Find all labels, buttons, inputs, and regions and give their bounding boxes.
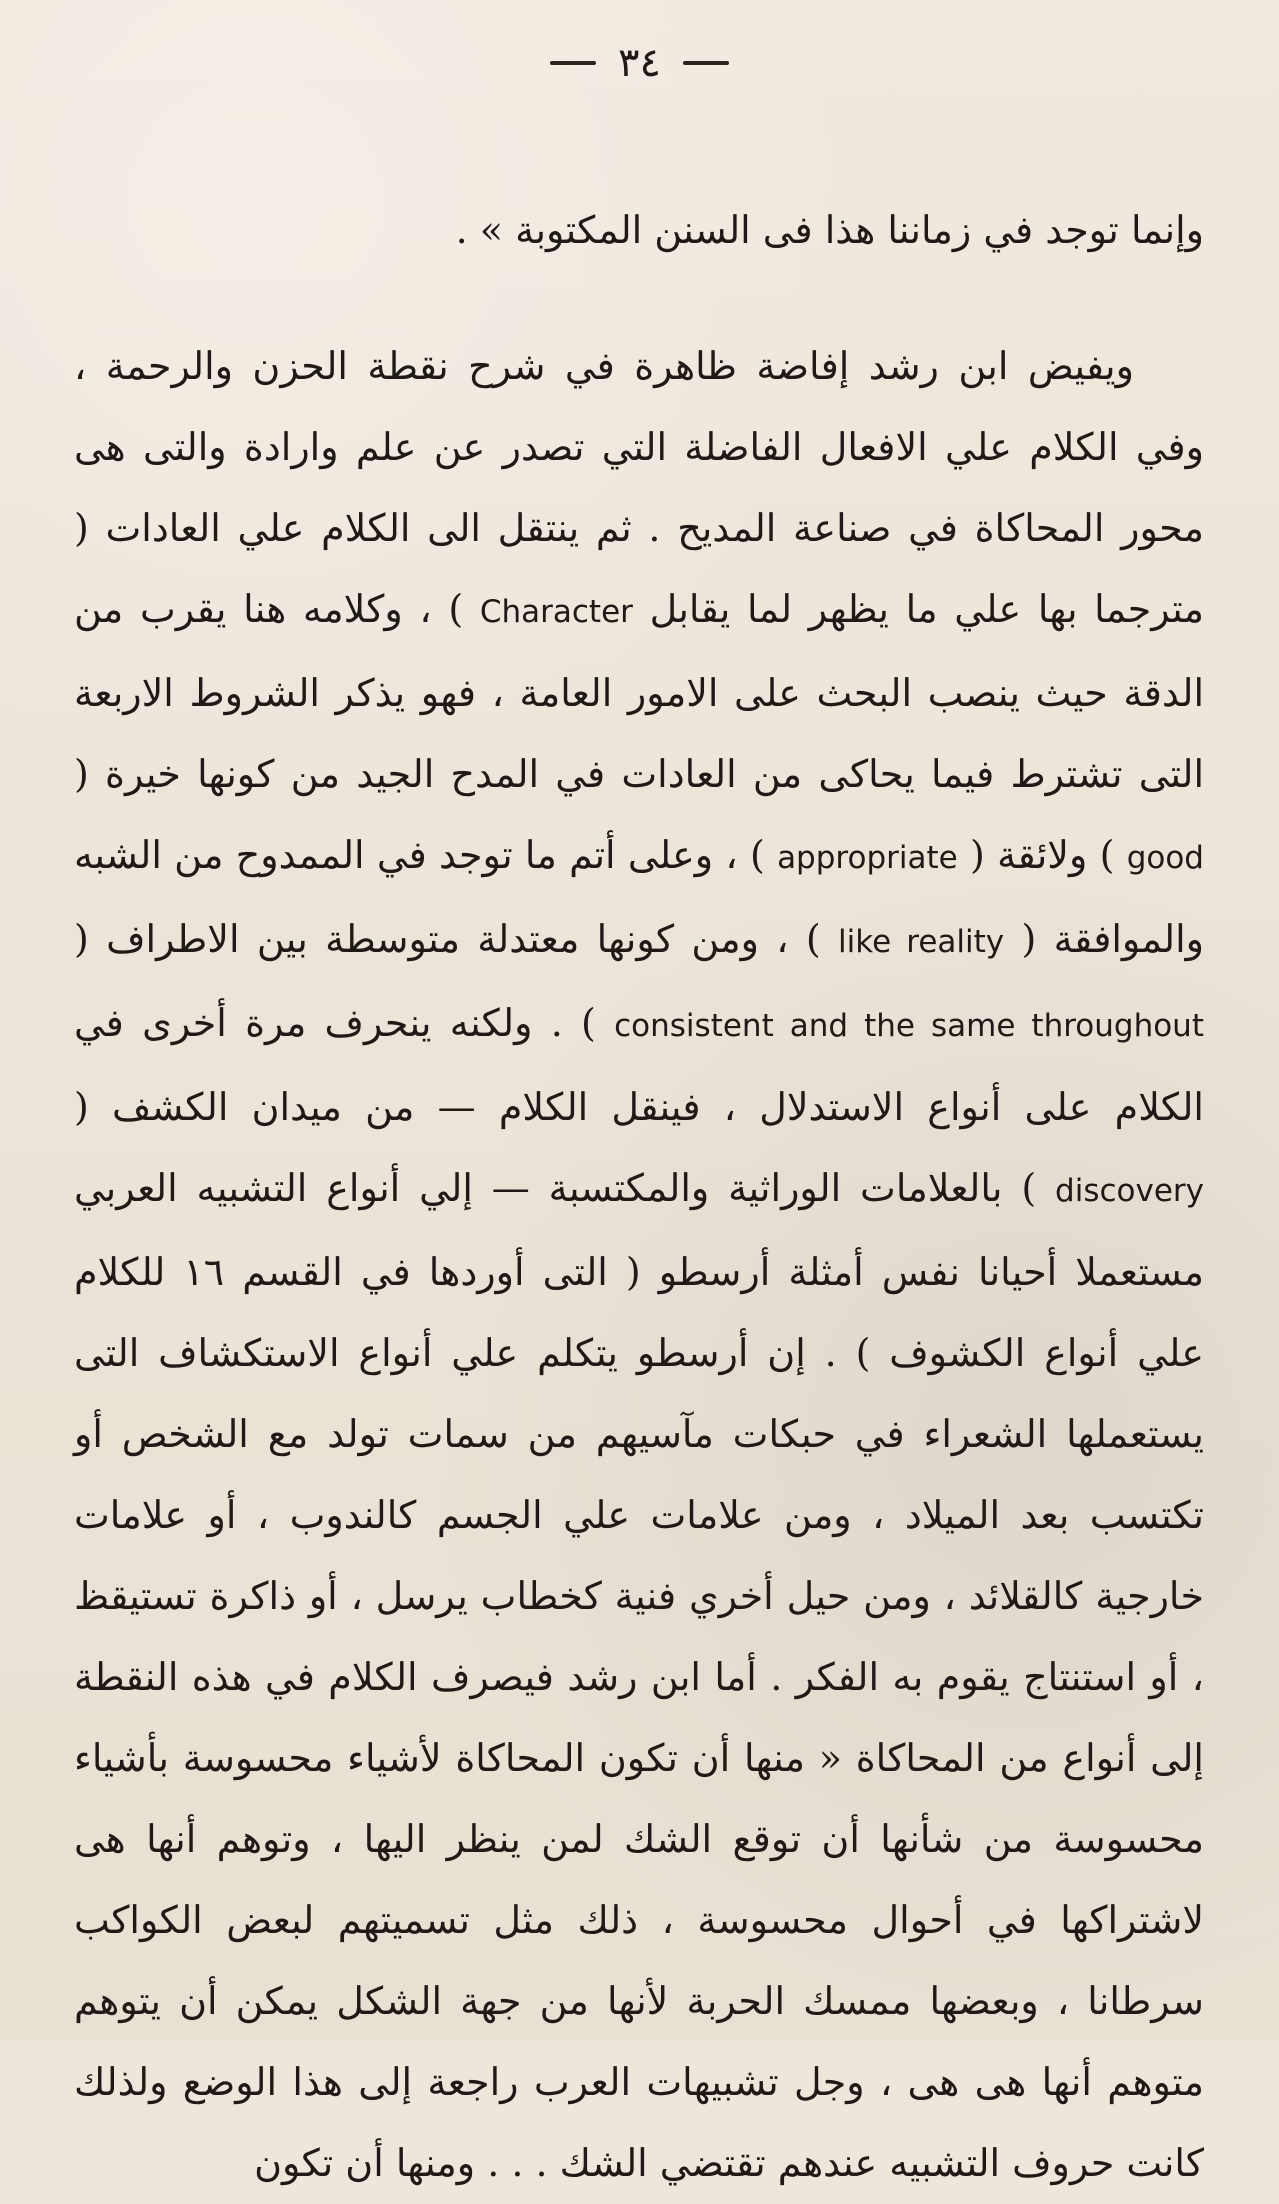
page-number: ٣٤ [618,40,661,86]
english-term: like reality [838,924,1005,960]
paragraph-text: ) بالعلامات الوراثية والمكتسبة — إلي أنواع التشبيه العربي مستعملا أحيانا نفس أمثلة أرسطو ( التى أوردها في القسم ١٦ للكلام علي أنواع الكشوف ) . إن أرسطو يتكلم علي أنواع الاستكشاف التى يستعملها الشعراء في حبكات مآسيهم من سمات تولد مع الشخص أو تكتسب بعد الميلاد ، ومن علامات علي الجسم كالندوب ، أو علامات خارجية كالقلائد ، ومن حيل أخري فنية كخطاب يرسل ، أو ذاكرة تستيقظ ، أو استنتاج يقوم به الفكر . أما ابن رشد فيصرف الكلام في هذه النقطة إلى أنواع من المحاكاة « منها أن تكون المحاكاة لأشياء محسوسة بأشياء محسوسة من شأنها أن توقع الشك لمن ينظر اليها ، وتوهم أنها هى لاشتراكها في أحوال محسوسة ، ذلك مثل تسميتهم لبعض الكواكب سرطانا ، وبعضها ممسك الحربة لأنها من جهة الشكل يمكن أن يتوهم متوهم أنها هى هى ، وجل تشبيهات العرب راجعة إلى هذا الوضع ولذلك كانت حروف التشبيه عندهم تقتضي الشك . . . ومنها أن تكون [74,1166,1204,2185]
paragraph-text: وإنما توجد في زماننا هذا فى السنن المكتوبة » . [455,208,1204,252]
header-dash-left [550,61,596,65]
paragraph-1 [74,190,1204,271]
page-header [0,38,1279,88]
english-term: discovery [1055,1173,1205,1209]
english-term: Character [479,594,633,630]
page-content [74,190,1204,2204]
english-term: appropriate [777,840,958,876]
paragraph-text: ) ولائقة ( [957,833,1127,877]
english-term: consistent and the same throughout [614,1008,1204,1044]
paragraph-text: ) . ولكنه ينحرف مرة أخرى في الكلام على أنواع الاستدلال ، فينقل الكلام — من ميدان الكشف ( [74,1001,1204,1129]
paragraph-text: ويفيض ابن رشد إفاضة ظاهرة في شرح نقطة الحزن والرحمة ، وفي الكلام علي الافعال الفاضلة التي تصدر عن علم وارادة والتى هى محور المحاكاة في صناعة المديح . ثم ينتقل الى الكلام علي العادات ( مترجما بها علي ما يظهر لما يقابل [74,344,1205,631]
english-term: good [1126,840,1204,876]
paragraph-text: ) ، ومن كونها معتدلة متوسطة بين الاطراف ( [74,917,839,961]
header-dash-right [683,61,729,65]
paragraph-text: ) ، وكلامه هنا يقرب من الدقة حيث ينصب البحث على الامور العامة ، فهو يذكر الشروط الاربعة التى تشترط فيما يحاكى من العادات في المدح الجيد من كونها خيرة ( [74,587,1204,796]
paragraph-text: ) ، وعلى أتم ما توجد في الممدوح من الشبه والموافقة ( [74,833,1205,961]
paragraph-2 [74,326,1204,2204]
